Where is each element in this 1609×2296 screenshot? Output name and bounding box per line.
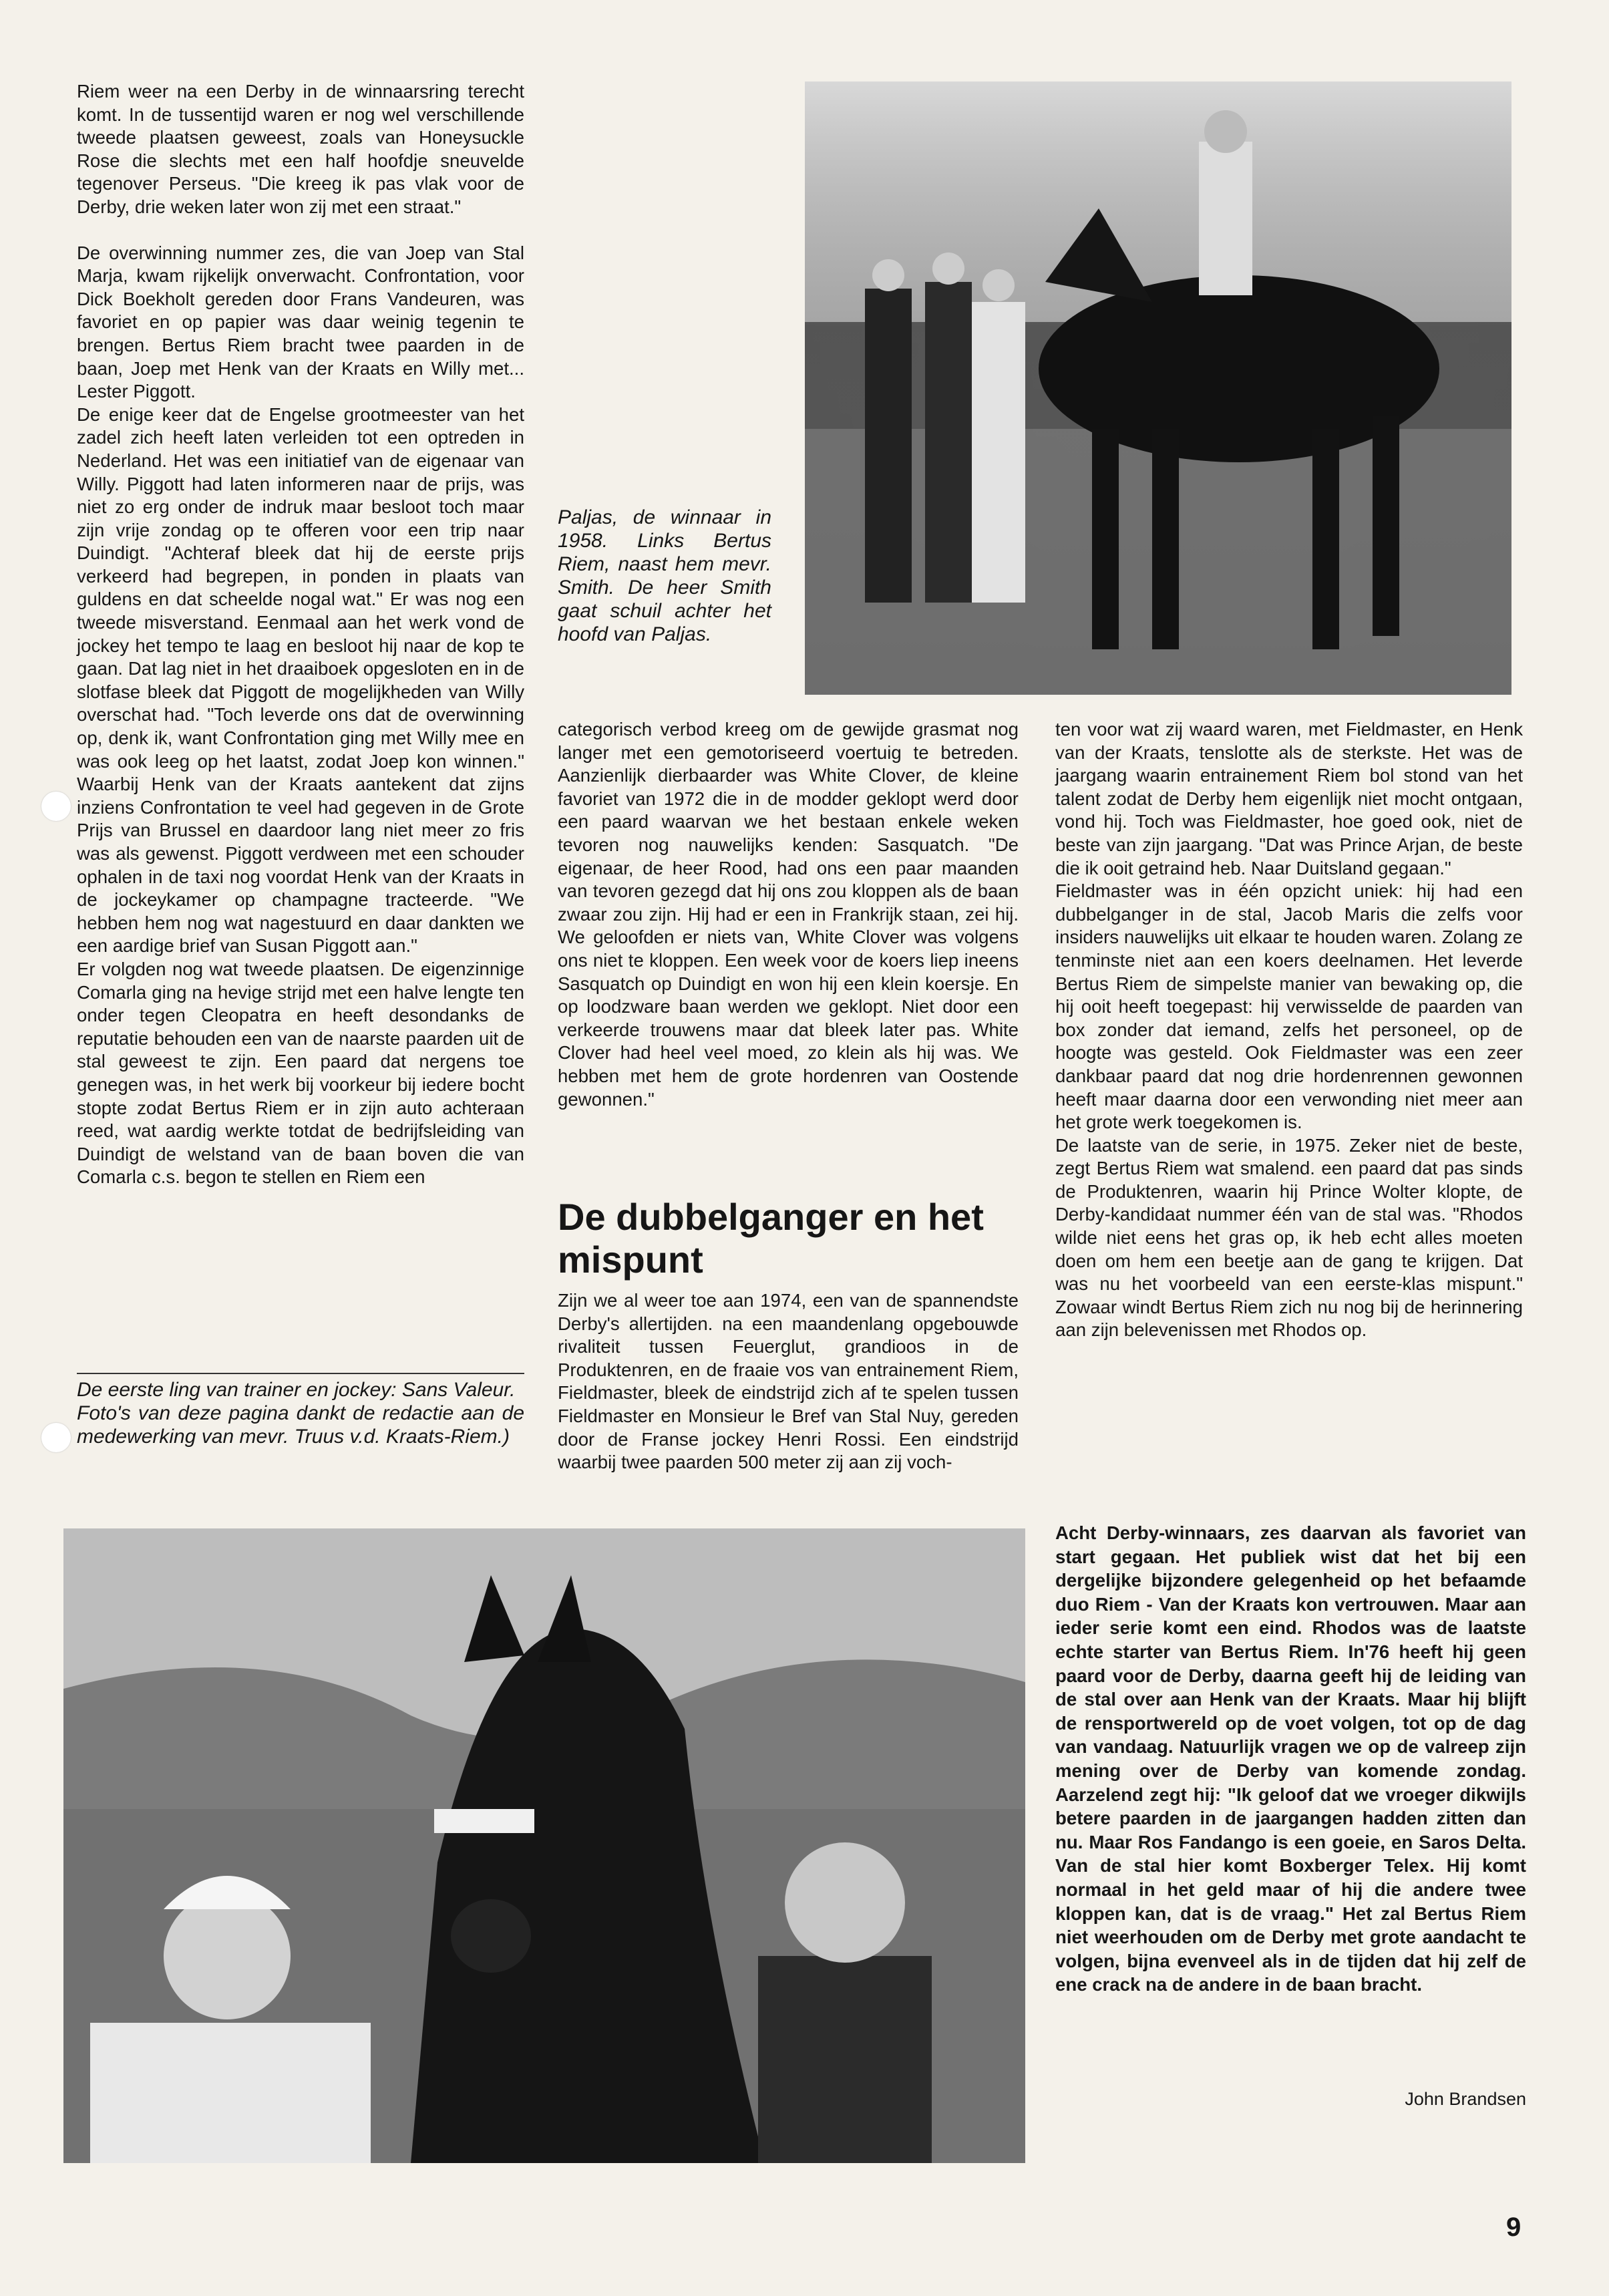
column-3-paragraph: Fieldmaster was in één opzicht uniek: hij had een dubbelganger in de stal, Jacob Maris die zelfs voor insiders nauwelijks uit elkaar te houden waren. Zolang ze tenminste niet aan een koers deelnamen. Het leverde Bertus Riem de simpelste manier van bewaking op, die hij ooit heeft toegepast: hij verwisselde de paarden van box zonder dat iemand, zelfs het personeel, op de hoogte was gesteld. Ook Fieldmaster was een zeer dankbaar paard dat nog drie hordenrennen gewonnen heeft maar daarna door een verwonding niet meer aan het grote werk toegekomen is. bbox=[1055, 880, 1523, 1133]
caption-bottom-text: De eerste ling van trainer en jockey: Sans Valeur. bbox=[77, 1379, 516, 1401]
caption-bottom bbox=[77, 1378, 524, 1448]
closing-paragraph: Acht Derby-winnaars, zes daarvan als favoriet van start gegaan. Het publiek wist dat het bij een dergelijke bijzondere gelegenheid op het befaamde duo Riem - Van der Kraats kon vertrouwen. Maar aan ieder serie komt een eind. Rhodos was de laatste echte starter van Bertus Riem. In'76 heeft hij geen paard voor de Derby, daarna geeft hij de leiding van de stal over aan Henk van der Kraats. Maar hij blijft de rensportwereld op de voet volgen, tot op de dag van vandaag. Natuurlijk vragen we op de valreep zijn mening over de Derby van komende zondag. Aarzelend zegt hij: "Ik geloof dat we vroeger dikwijls betere paarden in de jaargangen hadden zitten dan nu. Maar Ros Fandango is een goeie, en Saros Delta. Van de stal hier komt Boxberger Telex. Hij komt normaal in het geld maar of hij die andere twee kloppen kan, dat is de vraag." Het zal Bertus Riem niet weerhouden om de Derby met grote aandacht te volgen, bijna evenveel als in de tijden dat hij zelf de ene crack na de andere in de baan bracht. bbox=[1055, 1522, 1526, 1995]
punch-hole-bottom bbox=[41, 1423, 71, 1452]
column-2-paragraph: categorisch verbod kreeg om de gewijde grasmat nog langer met een gemotoriseerd voertuig te betreden. Aanzienlijk dierbaarder was White Clover, de kleine favoriet van 1972 die in de modder geklopt werd door een paard waarvan we het bestaan enkele weken tevoren nog nauwelijks kenden: Sasquatch. "De eigenaar, de heer Rood, had ons een paar maanden van tevoren gezegd dat hij ons zou kloppen als de baan zwaar zou zijn. Hij had er een in Frankrijk staan, zei hij. We geloofden er niets van, White Clover was volgens ons niet te kloppen. Een week voor de koers liep ineens Sasquatch op Duindigt en won hij een klein koersje. En op loodzware baan werden we geklopt. Niet door een verkeerde trouwens maar dat bleek later pas. White Clover had heel veel moed, zo klein als hij was. We hebben met hem de grote hordenren van Oostende gewonnen." bbox=[558, 719, 1019, 1110]
column-1-paragraph: Riem weer na een Derby in de winnaarsring terecht komt. In de tussentijd waren er nog wel verschillende tweede plaatsen geweest, zoals van Honeysuckle Rose die slechts met een half hoofdje sneuvelde tegenover Perseus. "Die kreeg ik pas vlak voor de Derby, drie weken later won zij met een straat." bbox=[77, 81, 524, 217]
section-headline: De dubbelganger en het mispunt bbox=[558, 1196, 984, 1281]
punch-hole-top bbox=[41, 792, 71, 821]
photo-bottom-image bbox=[63, 1528, 1025, 2163]
page-number: 9 bbox=[1506, 2212, 1522, 2242]
column-2-text-b bbox=[558, 1289, 1019, 1474]
caption-rule bbox=[77, 1373, 524, 1374]
photo-top-image bbox=[805, 81, 1511, 695]
column-3-paragraph: ten voor wat zij waard waren, met Fieldmaster, en Henk van der Kraats, tenslotte als de sterkste. Het was de jaargang waarin entrainement Riem bol stond van het talent zodat de Derby hem eigenlijk niet mocht ontgaan, vond hij. Toch was Fieldmaster, hoe goed ook, niet de beste van zijn jaargang. "Dat was Prince Arjan, de beste die ik ooit getraind heb. Naar Duitsland gegaan." bbox=[1055, 719, 1523, 878]
column-1-paragraph: De overwinning nummer zes, die van Joep van Stal Marja, kwam rijkelijk onverwacht. Confrontation, voor Dick Boekholt gereden door Frans Vandeuren, was favoriet en op papier was daar weinig tegenin te brengen. Bertus Riem bracht twee paarden in de baan, Joep met Henk van der Kraats en Willy met... Lester Piggott. bbox=[77, 242, 524, 402]
caption-top-text: Paljas, de winnaar in 1958. Links Bertus Riem, naast hem mevr. Smith. De heer Smith gaat schuil achter het hoofd van Paljas. bbox=[558, 506, 771, 645]
column-1-paragraph: De enige keer dat de Engelse grootmeester van het zadel zich heeft laten verleiden tot een optreden in Nederland. Het was een initiatief van de eigenaar van Willy. Piggott had laten informeren naar de prijs, was niet zo erg onder de indruk maar besloot toch maar zijn vrije zondag op te offeren voor een trip naar Duindigt. "Achteraf bleek dat hij de eerste prijs verkeerd had begrepen, in ponden in plaats van guldens en dat scheelde nogal wat." Er was nog een tweede misverstand. Eenmaal aan het werk vond de jockey het tempo te laag en besloot hij naar de kop te gaan. Dat lag niet in het draaiboek opgesloten en in de slotfase bleek dat Piggott de mogelijkheden van Willy overschat had. "Toch leverde ons dat de overwinning op, denk ik, want Confrontation ging met Willy mee en was ook leeg op het laatst, zodat Joep kon winnen." Waarbij Henk van der Kraats aantekent dat zijns inziens Confrontation te veel had gegeven in de Grote Prijs van Brussel en daardoor lang niet meer zo fris was als gewenst. Piggott verdween met een schouder ophalen in de taxi nog voordat Henk van der Kraats in de jockeykamer op champagne tracteerde. "We hebben hem nog wat nagestuurd en daar dankten we een aardige brief van Susan Piggott aan." bbox=[77, 403, 524, 957]
author-signature: John Brandsen bbox=[1405, 2089, 1526, 2109]
photo-jockey-horse bbox=[63, 1528, 1025, 2163]
column-1-text bbox=[77, 80, 524, 1189]
column-3-text bbox=[1055, 718, 1523, 1342]
column-3-paragraph: De laatste van de serie, in 1975. Zeker niet de beste, zegt Bertus Riem wat smalend. een paard dat pas sinds de Produktenren, waarin hij Prince Wolter klopte, de Derby-kandidaat nummer één van de stal was. "Rhodos wilde niet eens het gras op, ik heb echt alles moeten doen om hem een beetje aan de gang te krijgen. Dat was nu het voorbeeld van een eerste-klas mispunt." Zowaar windt Bertus Riem zich nu nog bij de herinnering aan zijn belevenissen met Rhodos op. bbox=[1055, 1134, 1523, 1341]
photo-credits: Foto's van deze pagina dankt de redactie aan de medewerking van mevr. Truus v.d. Kraats-Riem.) bbox=[77, 1402, 524, 1448]
column-2-text bbox=[558, 718, 1019, 1111]
column-2-paragraph-b: Zijn we al weer toe aan 1974, een van de spannendste Derby's allertijden. na een maandenlang opgebouwde rivaliteit tussen Feuerglut, grandioos in de Produktenren, en de fraaie vos van entrainement Riem, Fieldmaster, bleek de eindstrijd zich af te spelen tussen Fieldmaster en Monsieur le Bref van Stal Nuy, gereden door de Franse jockey Henri Rossi. Een eindstrijd waarbij twee paarden 500 meter zij aan zij voch- bbox=[558, 1290, 1019, 1473]
caption-top bbox=[558, 506, 771, 646]
photo-paljas-winner bbox=[805, 81, 1511, 695]
column-1-paragraph: Er volgden nog wat tweede plaatsen. De eigenzinnige Comarla ging na hevige strijd met een halve lengte ten onder tegen Cleopatra en heeft desondanks de reputatie behouden een van de naarste paarden uit de stal geweest te zijn. Een paard dat nergens toe genegen was, in het werk bij voorkeur bij iedere bocht stopte zodat Bertus Riem er in zijn auto achteraan reed, wat aardig werkte totdat de bedrijfsleiding van Duindigt de welstand van de baan boven die van Comarla c.s. begon te stellen en Riem een bbox=[77, 958, 524, 1188]
